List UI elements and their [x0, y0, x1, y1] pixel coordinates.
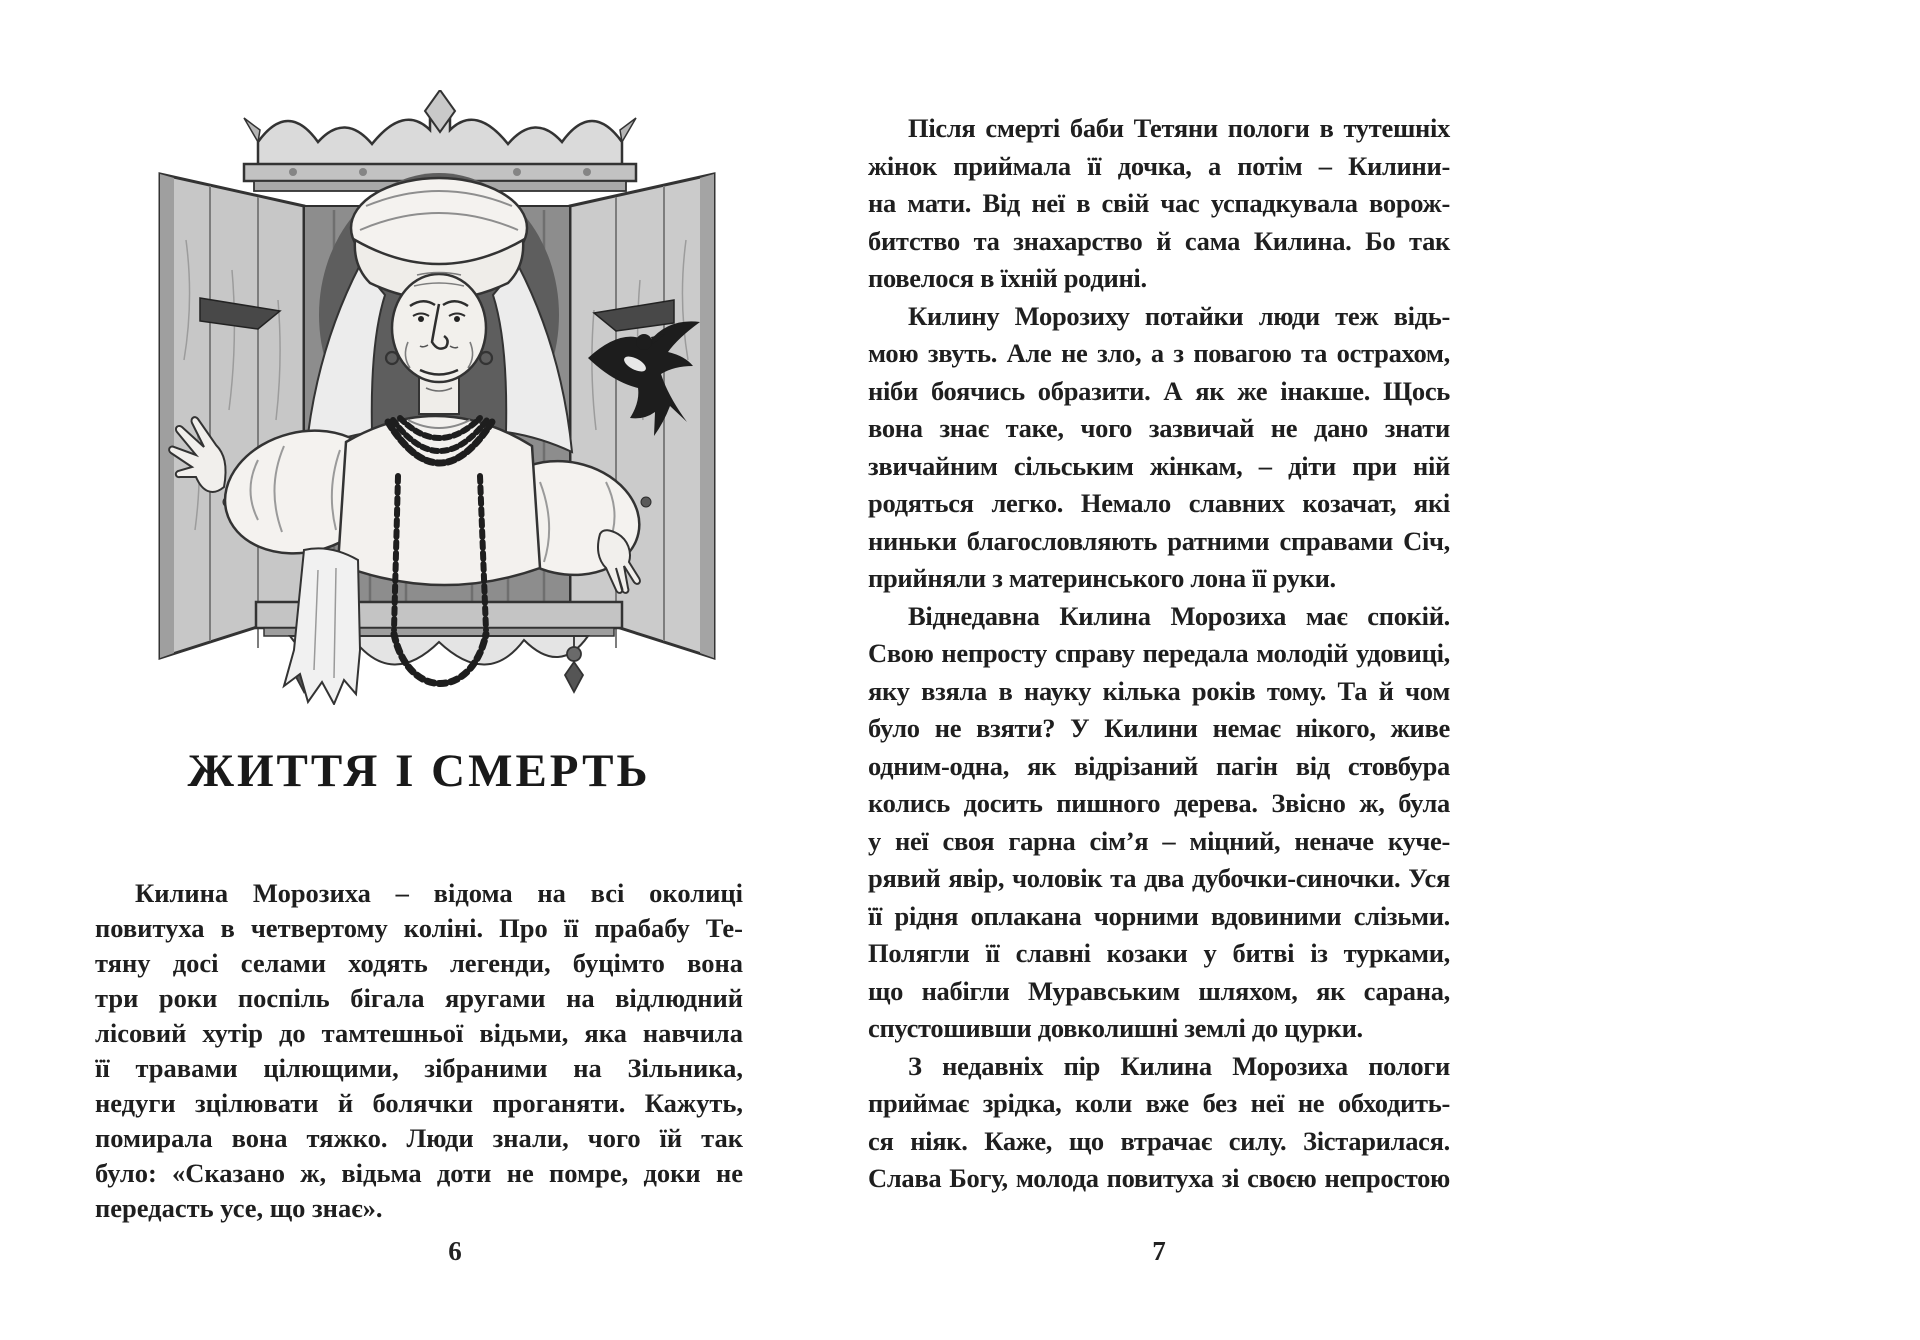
- right-page-body-text: [868, 110, 1450, 1198]
- text-line: Віднедавна Килина Морозиха має спокій.: [908, 600, 1450, 631]
- text-line: передасть усе, що знає».: [95, 1193, 383, 1223]
- text-line: було: «Сказано ж, відьма доти не помре, доки не: [95, 1158, 743, 1188]
- text-line: звичайним сільським жінкам, – діти при ній: [868, 450, 1450, 481]
- text-line: недуги зцілювати й болячки проганяти. Кажуть,: [95, 1088, 743, 1118]
- text-line: битство та знахарство й сама Килина. Бо так: [868, 225, 1450, 256]
- text-line: прийняли з материнського лона її руки.: [868, 563, 1336, 593]
- text-line: колись досить пишного дерева. Звісно ж, була: [868, 788, 1450, 818]
- text-line: її рідня оплакана чорними вдовиними слізьми.: [868, 900, 1450, 931]
- text-line: лісовий хутір до тамтешньої відьми, яка навчила: [95, 1018, 743, 1048]
- text-line: її травами цілющими, зібраними на Зільника,: [95, 1053, 743, 1083]
- text-line: повитуха в четвертому коліні. Про її прабабу Те-: [95, 913, 743, 943]
- text-line: Килина Морозиха – відома на всі околиці: [135, 878, 743, 908]
- paragraph: [868, 1048, 1450, 1198]
- text-line: ниньки благословляють ратними справами Січ,: [868, 525, 1450, 556]
- text-line: тяну досі селами ходять легенди, буцімто вона: [95, 948, 743, 978]
- text-line: рявий явір, чоловік та два дубочки-синочки. Уся: [868, 863, 1450, 893]
- paragraph: [868, 298, 1450, 598]
- text-line: Після смерті баби Тетяни пологи в тутешніх: [908, 113, 1450, 143]
- page-number-left: 6: [448, 1236, 462, 1266]
- text-line: спустошивши довколишні землі до цурки.: [868, 1013, 1363, 1043]
- text-line: одним-одна, як відрізаний пагін від стовбура: [868, 750, 1450, 781]
- text-line: Свою непросту справу передала молодій удовиці,: [868, 638, 1450, 668]
- text-line: мою звуть. Але не зло, а з повагою та острахом,: [868, 338, 1450, 368]
- chapter-title: ЖИТТЯ І СМЕРТЬ: [187, 745, 651, 797]
- paragraph: [868, 598, 1450, 1048]
- text-line: ся ніяк. Каже, що втрачає силу. Зістарилася.: [868, 1125, 1450, 1156]
- text-line: яку взяла в науку кілька років тому. Та й чом: [868, 675, 1450, 706]
- text-line: три роки поспіль бігала яругами на відлюдний: [95, 983, 743, 1013]
- text-line: жінок приймала її дочка, а потім – Килини-: [868, 150, 1450, 181]
- chapter-illustration: [108, 90, 763, 705]
- text-line: родяться легко. Немало славних козачат, які: [868, 488, 1450, 518]
- text-line: у неї своя гарна сім’я – міцний, неначе куче-: [868, 825, 1450, 856]
- text-line: З недавніх пір Килина Морозиха пологи: [908, 1050, 1450, 1081]
- text-line: вона знає таке, чого зазвичай не дано знати: [868, 413, 1450, 443]
- text-line: повелося в їхній родині.: [868, 263, 1147, 293]
- text-line: що набігли Муравським шляхом, як сарана,: [868, 975, 1450, 1006]
- text-line: приймає зрідка, коли вже без неї не обходить-: [868, 1088, 1450, 1118]
- text-line: було не взяти? У Килини немає нікого, живе: [868, 713, 1450, 743]
- text-line: на мати. Від неї в свій час успадкувала ворож-: [868, 188, 1450, 218]
- left-page-body-text: [95, 876, 743, 1226]
- text-line: Килину Морозиху потайки люди теж відь-: [908, 300, 1450, 331]
- paragraph: [95, 876, 743, 1226]
- text-line: ніби боячись образити. А як же інакше. Щось: [868, 375, 1450, 406]
- text-line: Полягли її славні козаки у битві із турками,: [868, 938, 1450, 968]
- text-line: помирала вона тяжко. Люди знали, чого їй так: [95, 1123, 743, 1153]
- paragraph: [868, 110, 1450, 298]
- page-number-right: 7: [1152, 1236, 1166, 1266]
- text-line: Слава Богу, молода повитуха зі своєю непростою: [868, 1163, 1450, 1193]
- left-shutter: [160, 174, 304, 658]
